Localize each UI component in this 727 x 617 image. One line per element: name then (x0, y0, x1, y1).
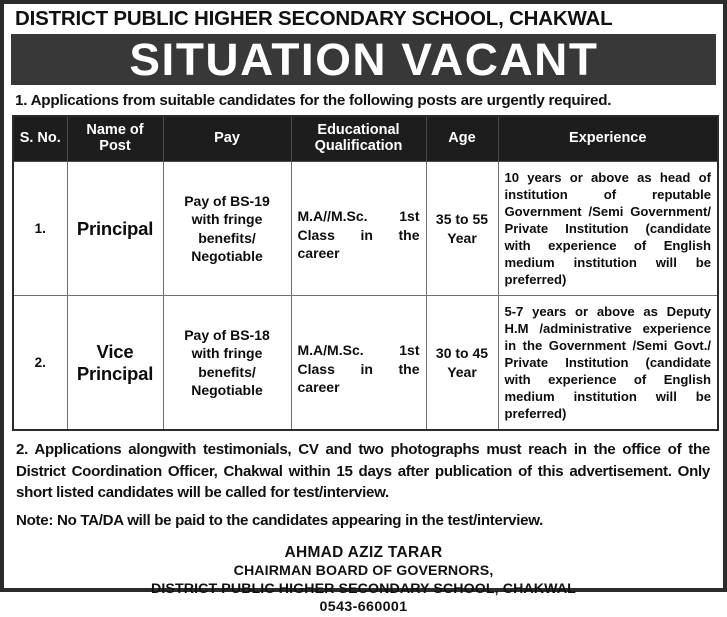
column-header-pay: Pay (163, 116, 291, 162)
cell-education: M.A//M.Sc. 1st Class in the career (291, 162, 426, 296)
table-header (13, 116, 718, 162)
cell-post: Vice Principal (67, 296, 163, 431)
cell-post: Principal (67, 162, 163, 296)
vacancies-table (12, 115, 719, 432)
banner-headline: SITUATION VACANT (128, 33, 599, 85)
contact-phone: 0543-660001 (319, 599, 408, 616)
column-header-post: Name of Post (67, 116, 163, 162)
school-title: DISTRICT PUBLIC HIGHER SECONDARY SCHOOL, CHAKWAL (15, 7, 613, 30)
signatory-name: AHMAD AZIZ TARAR (284, 543, 443, 561)
note-text: No TA/DA will be paid to the candidates appearing in the test/interview. (53, 511, 544, 529)
table-row (13, 162, 718, 296)
cell-age: 30 to 45 Year (426, 296, 498, 431)
intro-paragraph: 1. Applications from suitable candidates for the following posts are urgently required. (15, 91, 612, 109)
cell-experience: 5-7 years or above as Deputy H.M /administrative experience in the Government /Semi Govt./ Private Institution (candidate with experience of English medium institution will be preferred) (498, 296, 718, 431)
table-header-row (13, 116, 718, 162)
situation-vacant-banner (11, 34, 716, 85)
instructions-text-after: of this advertisement. Only short listed candidates will be called for test/interview. (16, 462, 711, 502)
cell-pay: Pay of BS-18 with fringe benefits/ Negotiable (163, 296, 291, 431)
cell-age: 35 to 55 Year (426, 162, 498, 296)
instructions-text-before: 2. Applications alongwith testimonials, CV and two photographs must reach in the office of the District Coordination Officer, Chakwal within (16, 441, 710, 480)
table-body (13, 162, 718, 431)
application-instructions (11, 431, 716, 503)
column-header-sno: S. No. (13, 116, 67, 162)
cell-sno: 1. (13, 162, 67, 296)
signature-block (11, 531, 716, 617)
cell-sno: 2. (13, 296, 67, 431)
column-header-education: Educational Qualification (291, 116, 426, 162)
column-header-age: Age (426, 116, 498, 162)
table-row (13, 296, 718, 431)
note-line (11, 504, 716, 531)
signatory-role: CHAIRMAN BOARD OF GOVERNORS, (233, 562, 494, 579)
signatory-school: DISTRICT PUBLIC HIGHER SECONDARY SCHOOL, CHAKWAL (151, 580, 576, 597)
column-header-experience: Experience (498, 116, 718, 162)
deadline-emphasis: 15 days after publication (336, 462, 513, 480)
advertisement-content (5, 4, 722, 616)
note-label: Note: (16, 511, 54, 529)
cell-experience: 10 years or above as head of institution of reputable Government /Semi Government/ Private Institution (candidate with experience of English medium institution will be preferred) (498, 162, 718, 296)
cell-education: M.A/M.Sc. 1st Class in the career (291, 296, 426, 431)
cell-pay: Pay of BS-19 with fringe benefits/ Negotiable (163, 162, 291, 296)
